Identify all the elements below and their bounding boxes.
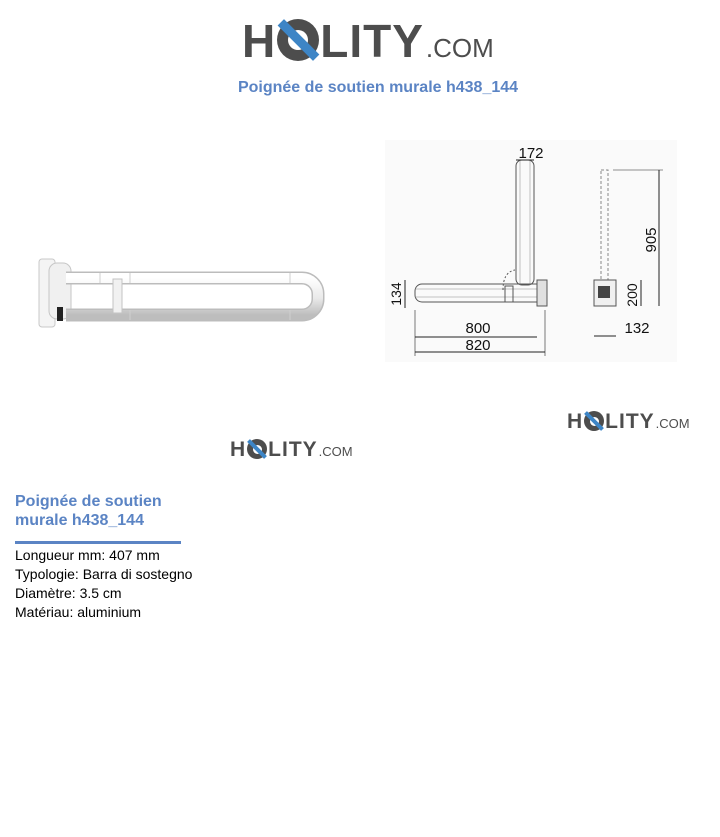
technical-drawing (385, 140, 677, 362)
product-photo (30, 245, 325, 335)
brand-logo-letters: LITY (320, 15, 424, 67)
watermark-logo-letters: LITY (605, 410, 655, 433)
spec-row (15, 546, 192, 565)
watermark-logo-letter-h: H (567, 410, 584, 433)
dimension-label: 132 (624, 320, 650, 337)
dimension-label: 200 (624, 283, 640, 307)
watermark-logo-suffix: .COM (655, 416, 690, 431)
dimension-label: 905 (643, 227, 660, 253)
brand-logo-letter-h: H (242, 15, 277, 67)
spec-row (15, 603, 192, 622)
spec-value: Barra di sostegno (82, 566, 193, 582)
watermark-logo (567, 408, 690, 434)
spec-label: Typologie: (15, 566, 79, 582)
spec-value: 407 mm (109, 547, 160, 563)
watermark-logo (230, 436, 353, 462)
watermark-logo-letter-h: H (230, 438, 247, 461)
product-title: Poignée de soutien murale h438_144 (15, 493, 162, 529)
watermark-logo-letters: LITY (268, 438, 318, 461)
brand-logo[interactable] (242, 14, 494, 68)
dimension-label: 820 (465, 337, 491, 354)
page-title: Poignée de soutien murale h438_144 (237, 79, 519, 96)
brand-logo-o-icon (277, 19, 319, 61)
spec-list (15, 546, 192, 622)
dimension-label: 800 (465, 320, 491, 337)
watermark-logo-o-icon (247, 439, 267, 459)
spec-row (15, 584, 192, 603)
dimension-label: 134 (388, 282, 404, 306)
brand-logo-suffix: .COM (425, 33, 494, 63)
watermark-logo-suffix: .COM (318, 444, 353, 459)
dimension-label: 172 (518, 145, 544, 162)
spec-value: aluminium (77, 604, 142, 620)
spec-row (15, 565, 192, 584)
spec-label: Diamètre: (15, 585, 76, 601)
spec-label: Matériau: (15, 604, 74, 620)
watermark-logo-o-icon (584, 411, 604, 431)
spec-label: Longueur mm: (15, 547, 106, 563)
spec-value: 3.5 cm (79, 585, 122, 601)
title-divider (15, 541, 181, 544)
